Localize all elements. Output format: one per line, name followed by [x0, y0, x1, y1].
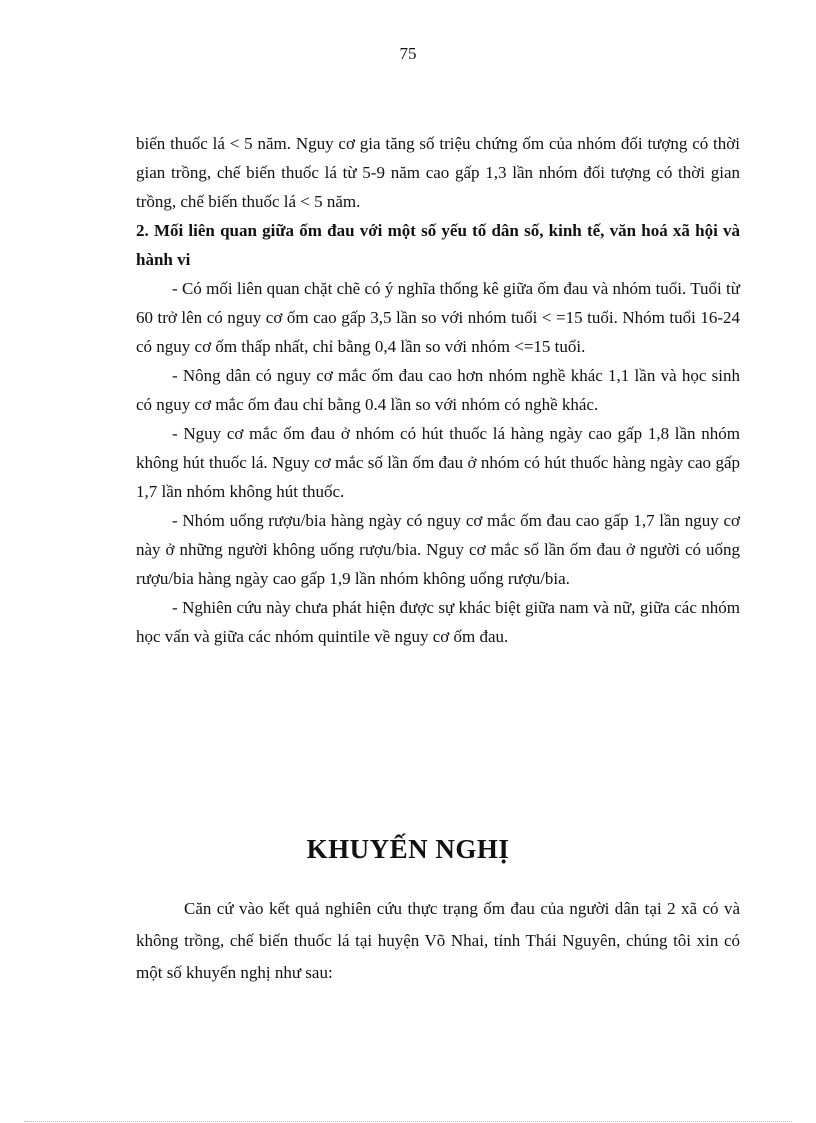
body-text: [136, 129, 740, 651]
intro-paragraph: Căn cứ vào kết quả nghiên cứu thực trạng ốm đau của người dân tại 2 xã có và không trồng, chế biến thuốc lá tại huyện Võ Nhai, tỉnh Thái Nguyên, chúng tôi xin có một số khuyến nghị như sau:: [136, 899, 740, 982]
recommendations-title: KHUYẾN NGHỊ: [306, 834, 510, 864]
paragraph-age: - Có mối liên quan chặt chẽ có ý nghĩa thống kê giữa ốm đau và nhóm tuổi. Tuổi từ 60 trở lên có nguy cơ ốm cao gấp 3,5 lần so với nhóm tuổi < =15 tuổi. Nhóm tuổi 16-24 có nguy cơ ốm thấp nhất, chỉ bằng 0,4 lần so với nhóm <=15 tuổi.: [136, 279, 740, 356]
page-bottom-divider: [24, 1121, 792, 1122]
paragraph-occupation: - Nông dân có nguy cơ mắc ốm đau cao hơn nhóm nghề khác 1,1 lần và học sinh có nguy cơ mắc ốm đau chỉ bằng 0.4 lần so với nhóm có nghề khác.: [136, 366, 740, 414]
paragraph-smoking: - Nguy cơ mắc ốm đau ở nhóm có hút thuốc lá hàng ngày cao gấp 1,8 lần nhóm không hút thuốc lá. Nguy cơ mắc số lần ốm đau ở nhóm có hút thuốc hàng ngày cao gấp 1,7 lần nhóm không hút thuốc.: [136, 424, 740, 501]
paragraph-alcohol: - Nhóm uống rượu/bia hàng ngày có nguy cơ mắc ốm đau cao gấp 1,7 lần nguy cơ này ở những người không uống rượu/bia. Nguy cơ mắc số lần ốm đau ở người có uống rượu/bia hàng ngày cao gấp 1,9 lần nhóm không uống rượu/bia.: [136, 511, 740, 588]
section-heading-2: 2. Mối liên quan giữa ốm đau với một số yếu tố dân số, kinh tế, văn hoá xã hội và hành vi: [136, 221, 740, 269]
paragraph-continuation: biến thuốc lá < 5 năm. Nguy cơ gia tăng số triệu chứng ốm của nhóm đối tượng có thời gian trồng, chế biến thuốc lá từ 5-9 năm cao gấp 1,3 lần nhóm đối tượng có thời gian trồng, chế biến thuốc lá < 5 năm.: [136, 134, 740, 211]
paragraph-gender-education: - Nghiên cứu này chưa phát hiện được sự khác biệt giữa nam và nữ, giữa các nhóm học vấn và giữa các nhóm quintile về nguy cơ ốm đau.: [136, 598, 740, 646]
page-number: 75: [399, 44, 417, 63]
recommendations-intro: [136, 893, 740, 989]
